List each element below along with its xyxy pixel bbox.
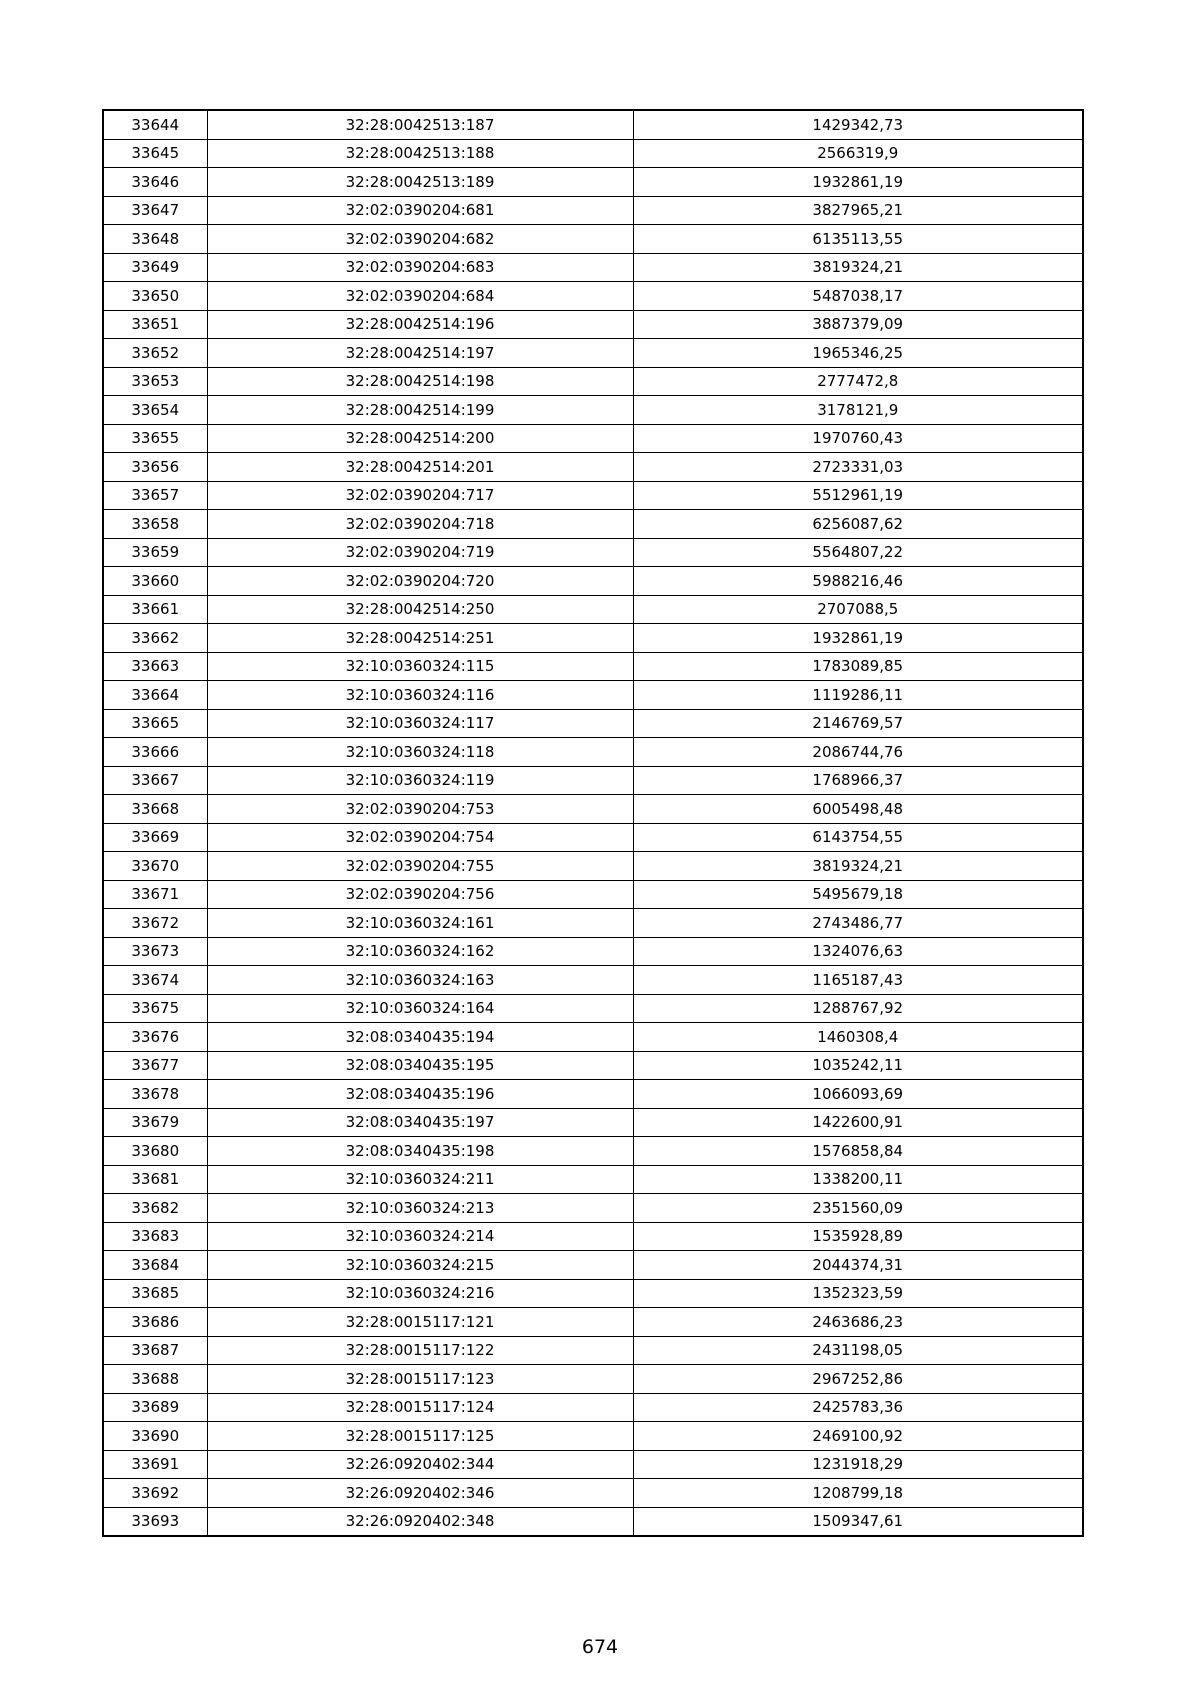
row-number-cell: 33645: [103, 139, 207, 168]
table-row: [103, 1479, 1083, 1508]
cadastral-value-cell: 2723331,03: [633, 453, 1083, 482]
cadastral-value-cell: 1576858,84: [633, 1137, 1083, 1166]
row-number-cell: 33681: [103, 1165, 207, 1194]
cadastral-number-cell: 32:10:0360324:163: [207, 966, 633, 995]
cadastral-number-cell: 32:08:0340435:197: [207, 1108, 633, 1137]
cadastral-value-cell: 1208799,18: [633, 1479, 1083, 1508]
cadastral-value-cell: 3887379,09: [633, 310, 1083, 339]
row-number-cell: 33669: [103, 823, 207, 852]
cadastral-value-cell: 1768966,37: [633, 766, 1083, 795]
row-number-cell: 33661: [103, 595, 207, 624]
cadastral-value-cell: 1460308,4: [633, 1023, 1083, 1052]
cadastral-number-cell: 32:28:0015117:124: [207, 1393, 633, 1422]
table-row: [103, 1080, 1083, 1109]
cadastral-number-cell: 32:28:0042514:199: [207, 396, 633, 425]
cadastral-value-cell: 1165187,43: [633, 966, 1083, 995]
cadastral-number-cell: 32:28:0042514:201: [207, 453, 633, 482]
table-row: [103, 595, 1083, 624]
row-number-cell: 33684: [103, 1251, 207, 1280]
page-number: 674: [581, 1636, 619, 1658]
table-row: [103, 709, 1083, 738]
table-row: [103, 567, 1083, 596]
cadastral-value-cell: 1288767,92: [633, 994, 1083, 1023]
row-number-cell: 33649: [103, 253, 207, 282]
cadastral-value-cell: 3827965,21: [633, 196, 1083, 225]
row-number-cell: 33658: [103, 510, 207, 539]
row-number-cell: 33653: [103, 367, 207, 396]
table-row: [103, 1137, 1083, 1166]
cadastral-value-cell: 2351560,09: [633, 1194, 1083, 1223]
table-row: [103, 282, 1083, 311]
row-number-cell: 33690: [103, 1422, 207, 1451]
cadastral-value-cell: 2967252,86: [633, 1365, 1083, 1394]
cadastral-number-cell: 32:26:0920402:344: [207, 1450, 633, 1479]
row-number-cell: 33685: [103, 1279, 207, 1308]
row-number-cell: 33675: [103, 994, 207, 1023]
cadastral-value-cell: 3819324,21: [633, 253, 1083, 282]
row-number-cell: 33655: [103, 424, 207, 453]
cadastral-number-cell: 32:10:0360324:119: [207, 766, 633, 795]
cadastral-value-cell: 1535928,89: [633, 1222, 1083, 1251]
table-row: [103, 624, 1083, 653]
cadastral-number-cell: 32:10:0360324:213: [207, 1194, 633, 1223]
cadastral-value-cell: 2469100,92: [633, 1422, 1083, 1451]
cadastral-value-cell: 2044374,31: [633, 1251, 1083, 1280]
table-row: [103, 738, 1083, 767]
table-row: [103, 766, 1083, 795]
row-number-cell: 33666: [103, 738, 207, 767]
row-number-cell: 33647: [103, 196, 207, 225]
row-number-cell: 33663: [103, 652, 207, 681]
table-row: [103, 1165, 1083, 1194]
cadastral-number-cell: 32:10:0360324:215: [207, 1251, 633, 1280]
cadastral-value-cell: 1119286,11: [633, 681, 1083, 710]
cadastral-number-cell: 32:08:0340435:198: [207, 1137, 633, 1166]
cadastral-value-cell: 1783089,85: [633, 652, 1083, 681]
cadastral-value-cell: 1324076,63: [633, 937, 1083, 966]
cadastral-value-cell: 5495679,18: [633, 880, 1083, 909]
table-row: [103, 253, 1083, 282]
cadastral-number-cell: 32:08:0340435:196: [207, 1080, 633, 1109]
row-number-cell: 33648: [103, 225, 207, 254]
cadastral-number-cell: 32:28:0042514:197: [207, 339, 633, 368]
row-number-cell: 33691: [103, 1450, 207, 1479]
cadastral-number-cell: 32:10:0360324:115: [207, 652, 633, 681]
row-number-cell: 33682: [103, 1194, 207, 1223]
row-number-cell: 33683: [103, 1222, 207, 1251]
cadastral-number-cell: 32:02:0390204:754: [207, 823, 633, 852]
table-row: [103, 310, 1083, 339]
table-row: [103, 937, 1083, 966]
cadastral-number-cell: 32:02:0390204:719: [207, 538, 633, 567]
cadastral-value-cell: 1035242,11: [633, 1051, 1083, 1080]
cadastral-number-cell: 32:28:0042513:189: [207, 168, 633, 197]
row-number-cell: 33689: [103, 1393, 207, 1422]
table-row: [103, 852, 1083, 881]
cadastral-value-cell: 5487038,17: [633, 282, 1083, 311]
cadastral-number-cell: 32:10:0360324:164: [207, 994, 633, 1023]
cadastral-number-cell: 32:28:0015117:125: [207, 1422, 633, 1451]
cadastral-value-cell: 1509347,61: [633, 1507, 1083, 1536]
row-number-cell: 33665: [103, 709, 207, 738]
cadastral-number-cell: 32:28:0042514:198: [207, 367, 633, 396]
cadastral-value-cell: 2431198,05: [633, 1336, 1083, 1365]
row-number-cell: 33692: [103, 1479, 207, 1508]
table-row: [103, 681, 1083, 710]
row-number-cell: 33678: [103, 1080, 207, 1109]
table-row: [103, 880, 1083, 909]
table-row: [103, 1336, 1083, 1365]
cadastral-value-cell: 2425783,36: [633, 1393, 1083, 1422]
table-row: [103, 966, 1083, 995]
cadastral-number-cell: 32:10:0360324:117: [207, 709, 633, 738]
table-row: [103, 196, 1083, 225]
row-number-cell: 33650: [103, 282, 207, 311]
cadastral-number-cell: 32:02:0390204:681: [207, 196, 633, 225]
table-row: [103, 139, 1083, 168]
table-row: [103, 795, 1083, 824]
row-number-cell: 33652: [103, 339, 207, 368]
cadastral-number-cell: 32:28:0015117:123: [207, 1365, 633, 1394]
cadastral-value-cell: 2707088,5: [633, 595, 1083, 624]
table-row: [103, 367, 1083, 396]
cadastral-number-cell: 32:02:0390204:753: [207, 795, 633, 824]
cadastral-number-cell: 32:28:0042514:251: [207, 624, 633, 653]
cadastral-value-cell: 3178121,9: [633, 396, 1083, 425]
cadastral-number-cell: 32:28:0042514:196: [207, 310, 633, 339]
cadastral-number-cell: 32:08:0340435:194: [207, 1023, 633, 1052]
row-number-cell: 33687: [103, 1336, 207, 1365]
table-row: [103, 1450, 1083, 1479]
cadastral-number-cell: 32:10:0360324:216: [207, 1279, 633, 1308]
cadastral-value-cell: 6005498,48: [633, 795, 1083, 824]
row-number-cell: 33662: [103, 624, 207, 653]
cadastral-value-table: [102, 109, 1084, 1537]
cadastral-value-cell: 6143754,55: [633, 823, 1083, 852]
table-row: [103, 481, 1083, 510]
table-row: [103, 1108, 1083, 1137]
cadastral-value-cell: 3819324,21: [633, 852, 1083, 881]
cadastral-value-cell: 1429342,73: [633, 110, 1083, 139]
cadastral-number-cell: 32:10:0360324:211: [207, 1165, 633, 1194]
table-row: [103, 1365, 1083, 1394]
cadastral-number-cell: 32:26:0920402:346: [207, 1479, 633, 1508]
row-number-cell: 33656: [103, 453, 207, 482]
table-body: [103, 110, 1083, 1536]
table-row: [103, 339, 1083, 368]
cadastral-number-cell: 32:02:0390204:682: [207, 225, 633, 254]
cadastral-number-cell: 32:10:0360324:161: [207, 909, 633, 938]
cadastral-value-cell: 5564807,22: [633, 538, 1083, 567]
row-number-cell: 33679: [103, 1108, 207, 1137]
cadastral-value-cell: 1970760,43: [633, 424, 1083, 453]
cadastral-value-cell: 1231918,29: [633, 1450, 1083, 1479]
table-row: [103, 110, 1083, 139]
row-number-cell: 33688: [103, 1365, 207, 1394]
row-number-cell: 33680: [103, 1137, 207, 1166]
table-row: [103, 1251, 1083, 1280]
table-row: [103, 1279, 1083, 1308]
row-number-cell: 33693: [103, 1507, 207, 1536]
row-number-cell: 33670: [103, 852, 207, 881]
table-row: [103, 396, 1083, 425]
table-row: [103, 1222, 1083, 1251]
table-row: [103, 453, 1083, 482]
cadastral-number-cell: 32:02:0390204:717: [207, 481, 633, 510]
cadastral-value-cell: 1932861,19: [633, 168, 1083, 197]
table-row: [103, 1507, 1083, 1536]
cadastral-value-cell: 1066093,69: [633, 1080, 1083, 1109]
table-row: [103, 1194, 1083, 1223]
cadastral-value-cell: 1338200,11: [633, 1165, 1083, 1194]
table-row: [103, 424, 1083, 453]
cadastral-number-cell: 32:28:0015117:122: [207, 1336, 633, 1365]
row-number-cell: 33651: [103, 310, 207, 339]
table-row: [103, 909, 1083, 938]
row-number-cell: 33672: [103, 909, 207, 938]
cadastral-value-cell: 2777472,8: [633, 367, 1083, 396]
cadastral-value-cell: 2566319,9: [633, 139, 1083, 168]
cadastral-value-cell: 1422600,91: [633, 1108, 1083, 1137]
row-number-cell: 33668: [103, 795, 207, 824]
cadastral-number-cell: 32:28:0015117:121: [207, 1308, 633, 1337]
table-row: [103, 1023, 1083, 1052]
table-row: [103, 1393, 1083, 1422]
row-number-cell: 33654: [103, 396, 207, 425]
cadastral-value-cell: 2146769,57: [633, 709, 1083, 738]
cadastral-value-cell: 2743486,77: [633, 909, 1083, 938]
row-number-cell: 33674: [103, 966, 207, 995]
row-number-cell: 33664: [103, 681, 207, 710]
row-number-cell: 33671: [103, 880, 207, 909]
cadastral-value-cell: 1932861,19: [633, 624, 1083, 653]
row-number-cell: 33660: [103, 567, 207, 596]
cadastral-number-cell: 32:02:0390204:684: [207, 282, 633, 311]
cadastral-number-cell: 32:28:0042513:188: [207, 139, 633, 168]
row-number-cell: 33646: [103, 168, 207, 197]
cadastral-number-cell: 32:10:0360324:118: [207, 738, 633, 767]
cadastral-value-cell: 2086744,76: [633, 738, 1083, 767]
table-row: [103, 510, 1083, 539]
row-number-cell: 33659: [103, 538, 207, 567]
cadastral-value-cell: 1965346,25: [633, 339, 1083, 368]
cadastral-value-cell: 6256087,62: [633, 510, 1083, 539]
table-row: [103, 994, 1083, 1023]
table-row: [103, 168, 1083, 197]
cadastral-number-cell: 32:26:0920402:348: [207, 1507, 633, 1536]
cadastral-value-cell: 1352323,59: [633, 1279, 1083, 1308]
cadastral-number-cell: 32:10:0360324:162: [207, 937, 633, 966]
cadastral-number-cell: 32:02:0390204:718: [207, 510, 633, 539]
table-row: [103, 1422, 1083, 1451]
table-row: [103, 652, 1083, 681]
cadastral-value-cell: 5988216,46: [633, 567, 1083, 596]
cadastral-number-cell: 32:02:0390204:720: [207, 567, 633, 596]
cadastral-number-cell: 32:02:0390204:755: [207, 852, 633, 881]
cadastral-value-cell: 2463686,23: [633, 1308, 1083, 1337]
cadastral-number-cell: 32:28:0042514:200: [207, 424, 633, 453]
cadastral-number-cell: 32:08:0340435:195: [207, 1051, 633, 1080]
cadastral-number-cell: 32:28:0042514:250: [207, 595, 633, 624]
row-number-cell: 33673: [103, 937, 207, 966]
row-number-cell: 33677: [103, 1051, 207, 1080]
table-row: [103, 1051, 1083, 1080]
row-number-cell: 33676: [103, 1023, 207, 1052]
cadastral-number-cell: 32:02:0390204:683: [207, 253, 633, 282]
table-row: [103, 1308, 1083, 1337]
table-row: [103, 225, 1083, 254]
row-number-cell: 33667: [103, 766, 207, 795]
row-number-cell: 33644: [103, 110, 207, 139]
row-number-cell: 33686: [103, 1308, 207, 1337]
cadastral-value-cell: 6135113,55: [633, 225, 1083, 254]
cadastral-number-cell: 32:10:0360324:214: [207, 1222, 633, 1251]
table-row: [103, 538, 1083, 567]
table-row: [103, 823, 1083, 852]
cadastral-number-cell: 32:10:0360324:116: [207, 681, 633, 710]
row-number-cell: 33657: [103, 481, 207, 510]
cadastral-number-cell: 32:28:0042513:187: [207, 110, 633, 139]
cadastral-number-cell: 32:02:0390204:756: [207, 880, 633, 909]
cadastral-value-cell: 5512961,19: [633, 481, 1083, 510]
